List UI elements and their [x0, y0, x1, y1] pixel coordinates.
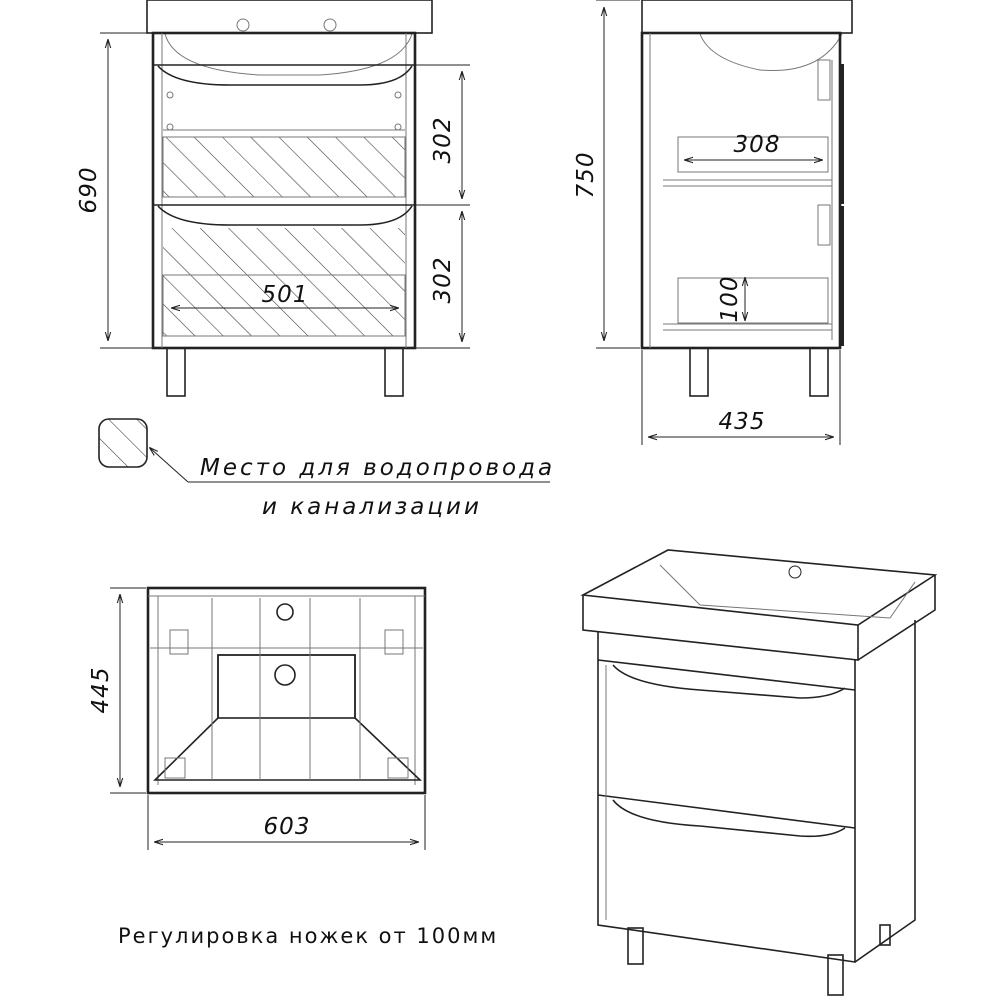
front-leg-right: [385, 348, 403, 396]
top-tap-hole-icon: [277, 604, 293, 620]
dim-top-depth: 445: [88, 666, 114, 714]
side-leg-back: [810, 348, 828, 396]
legend-text-line2: и канализации: [262, 494, 482, 520]
dim-front-height: 690: [76, 166, 102, 214]
iso-leg-front-right: [828, 955, 843, 995]
iso-cabinet-front: [598, 632, 855, 962]
iso-drawer-top-handle: [613, 665, 845, 698]
side-view: [573, 0, 852, 445]
legend: [99, 419, 555, 520]
iso-leg-front-left: [628, 928, 643, 964]
dim-top-width: 603: [263, 814, 311, 840]
front-basin-bowl: [165, 34, 412, 75]
front-leg-left: [167, 348, 185, 396]
front-view: [76, 0, 470, 396]
iso-cabinet-side: [855, 620, 915, 962]
leg-adjustment-caption: Регулировка ножек от 100мм: [118, 924, 499, 948]
front-plumbing-zone-top: [163, 137, 405, 197]
dim-front-inner-width: 501: [261, 282, 309, 308]
front-tap-hole-left: [237, 19, 249, 31]
side-basin-top: [642, 0, 852, 33]
side-drawer-bottom-box: [678, 275, 828, 323]
isometric-view: [583, 550, 935, 995]
top-cabinet-outline: [148, 588, 425, 793]
iso-basin-top: [583, 550, 935, 625]
legend-text-line1: Место для водопровода: [200, 455, 556, 481]
dim-side-drawer-height: 100: [717, 275, 743, 323]
side-leg-front: [690, 348, 708, 396]
front-basin-top: [147, 0, 432, 33]
front-drawer-bottom-handle: [158, 206, 412, 225]
dim-side-height: 750: [573, 151, 599, 199]
iso-tap-hole-icon: [789, 566, 801, 578]
dim-drawer-top: 302: [430, 116, 456, 164]
iso-leg-back-right: [880, 925, 890, 945]
drain-hole-icon: [275, 665, 295, 685]
dim-drawer-bottom: 302: [430, 256, 456, 304]
front-tap-hole-right: [324, 19, 336, 31]
hatch-sample-icon: [99, 419, 147, 467]
top-view: [88, 588, 425, 850]
iso-drawer-bottom-handle: [613, 800, 845, 836]
dim-side-inner-depth: 308: [733, 132, 781, 158]
dim-side-depth: 435: [718, 409, 766, 435]
